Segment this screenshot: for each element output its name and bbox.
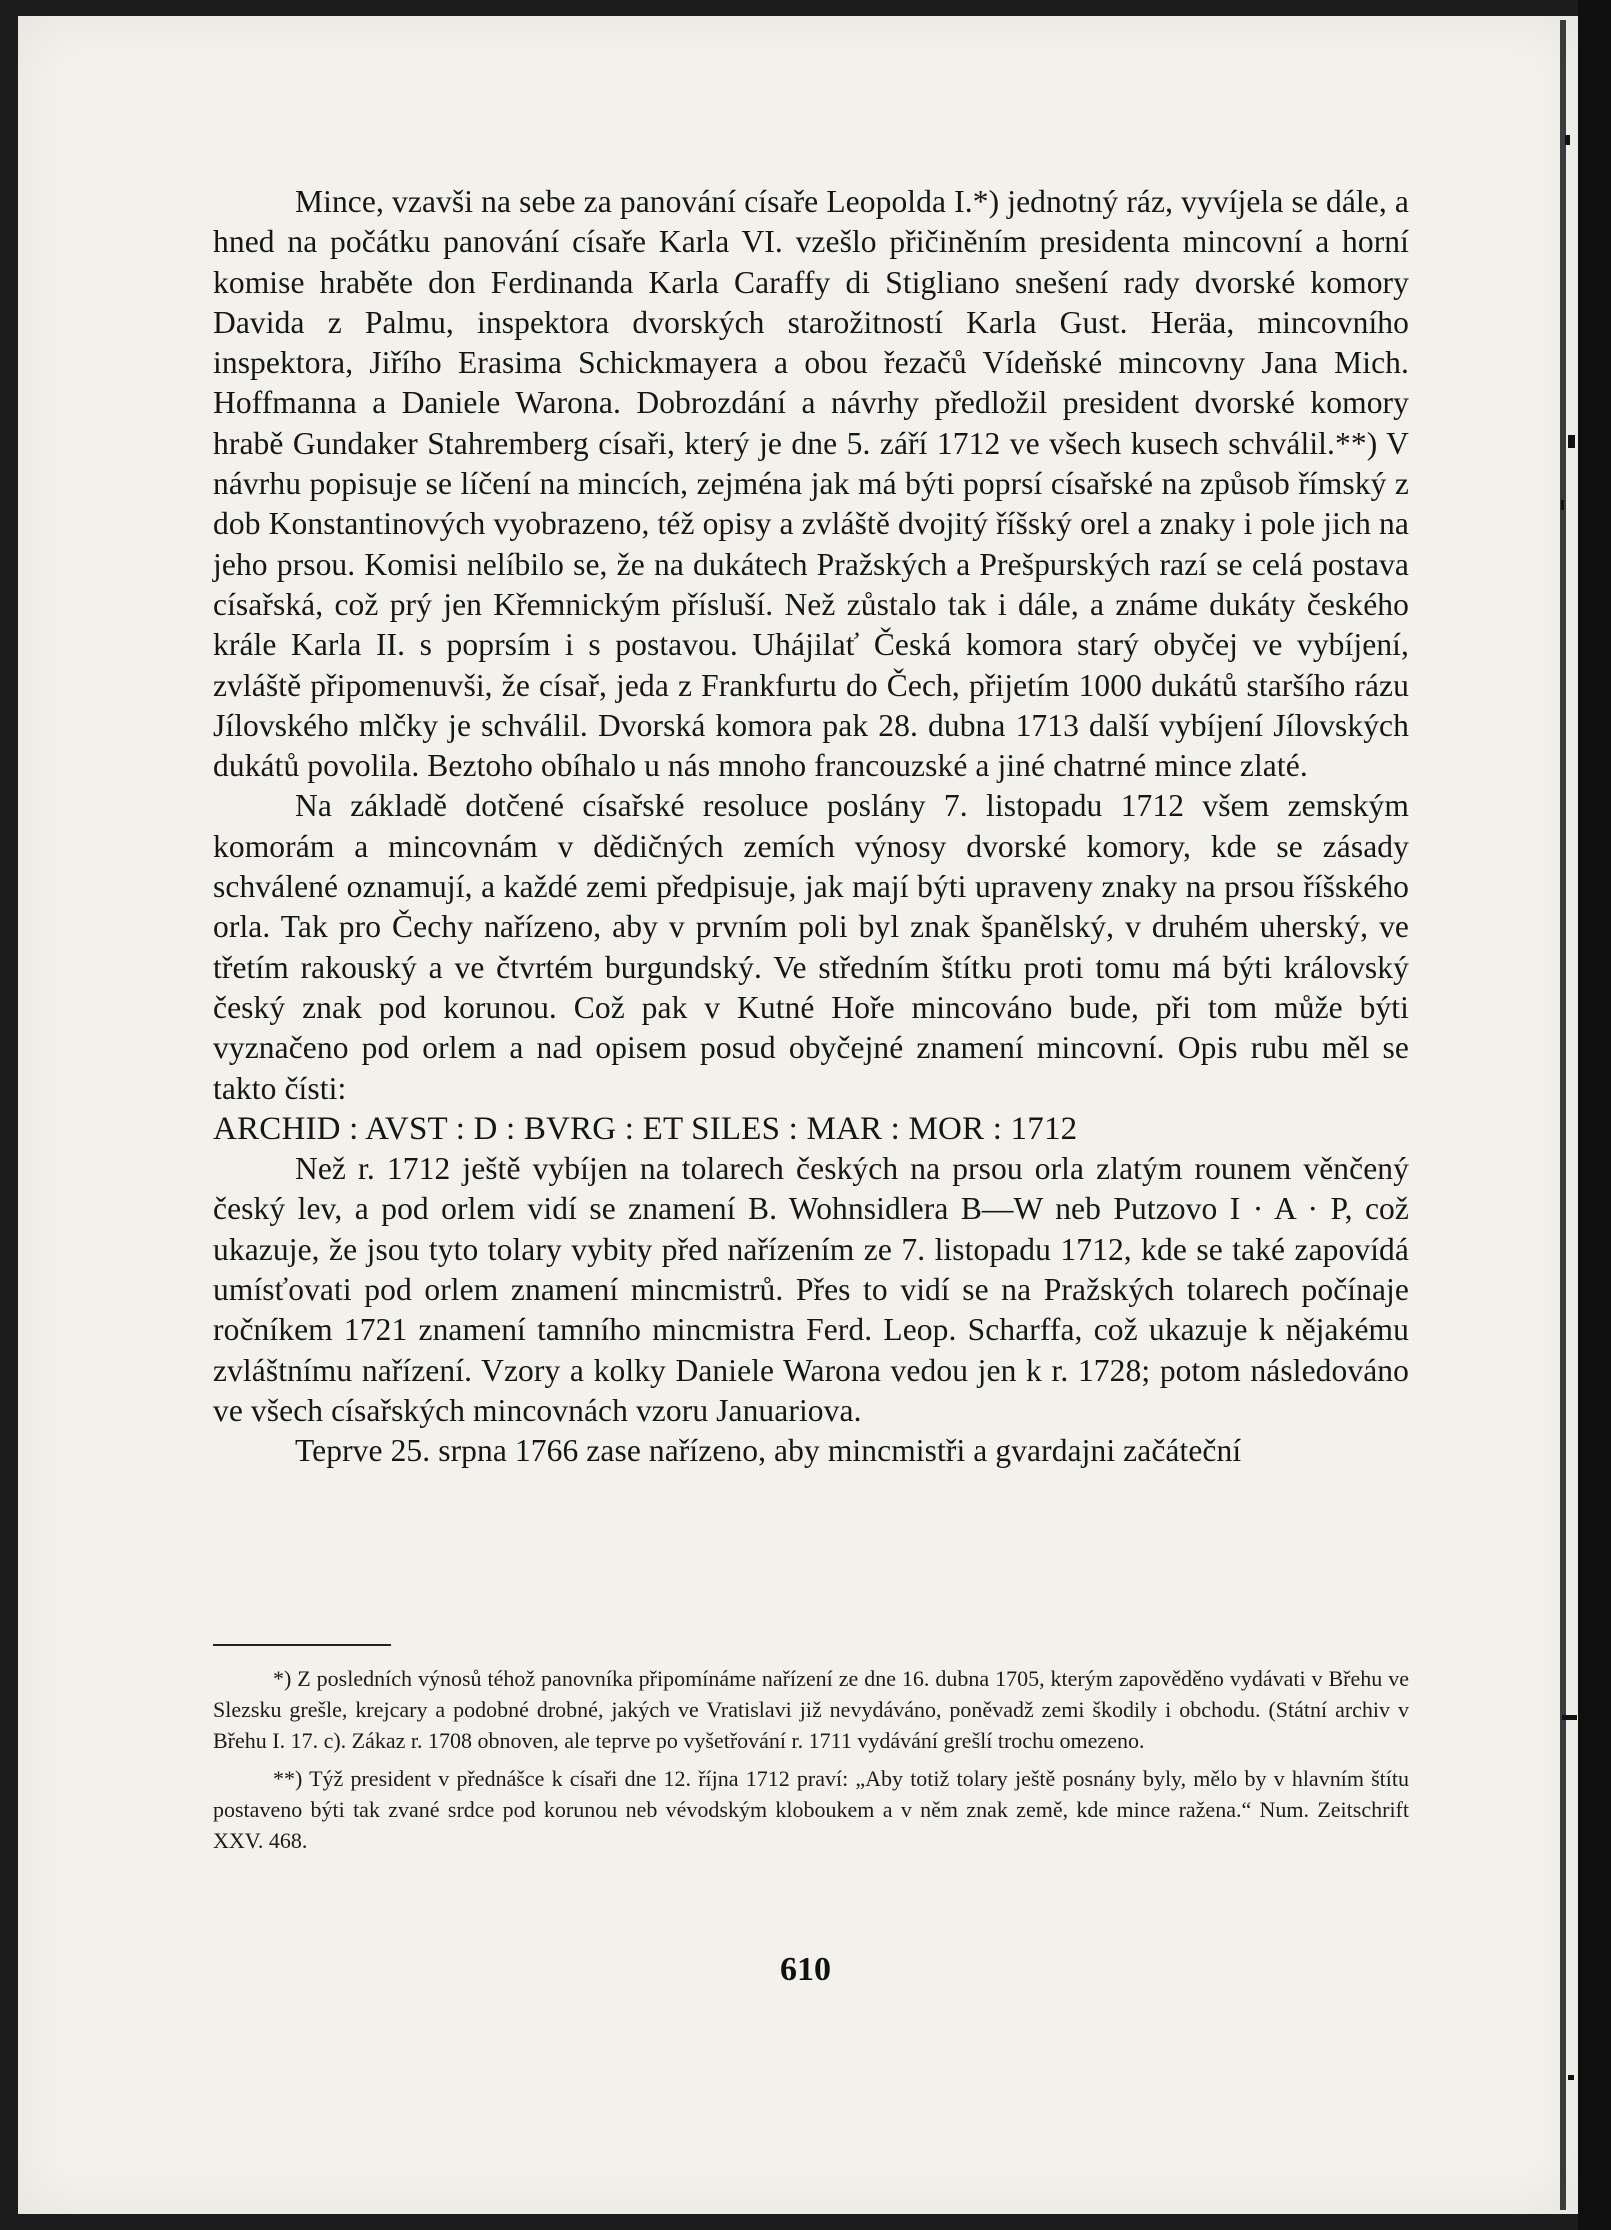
scan-speck [1568,435,1575,448]
page-number: 610 [780,1951,831,1988]
scan-speck [1561,500,1564,510]
scan-speck [1565,135,1570,145]
paragraph: Mince, vzavši na sebe za panování císaře Leopolda I.*) jednotný ráz, vyvíjela se dále, a hned na počátku panování císaře Karla VI. vzešlo přičiněním presidenta mincovní a horní komise hraběte don Ferdinanda Karla Caraffy di Stigliano snešení rady dvorské komory Davida z Palmu, inspektora dvorských starožitností Karla Gust. Heräa, mincovního inspektora, Jiřího Erasima Schickmayera a obou řezačů Vídeňské mincovny Jana Mich. Hoffmanna a Daniele Warona. Dobrozdání a návrhy předložil president dvorské komory hrabě Gundaker Stahremberg císaři, který je dne 5. září 1712 ve všech kusech schválil.**) V návrhu popisuje se líčení na mincích, zejména jak má býti poprsí císařské na způsob římský z dob Konstantinových vyobrazeno, též opisy a zvláště dvojitý říšský orel a znaky i pole jich na jeho prsou. Komisi nelíbilo se, že na dukátech Pražských a Prešpurských razí se celá postava císařská, což prý jen Křemnickým přísluší. Než zůstalo tak i dále, a známe dukáty českého krále Karla II. s poprsím i s postavou. Uhájilať Česká komora starý obyčej ve vybíjení, zvláště připomenuvši, že císař, jeda z Frankfurtu do Čech, přijetím 1000 dukátů staršího rázu Jílovského mlčky je schválil. Dvorská komora pak 28. dubna 1713 další vybíjení Jílovských dukátů povolila. Beztoho obíhalo u nás mnoho francouzské a jiné chatrné mince zlaté. [213,184,1409,784]
coin-legend-line [213,1109,1409,1149]
footnote-divider [213,1644,391,1646]
footnote: *) Z posledních výnosů téhož panovníka připomínáme nařízení ze dne 16. dubna 1705, kterým zapověděno vydávati v Břehu ve Slezsku grešle, krejcary a podobné drobné, jakých ve Vratislavi již nevydáváno, poněvadž zemi škodily i obchodu. (Státní archiv v Břehu I. 17. c). Zákaz r. 1708 obnoven, ale teprve po vyšetřování r. 1711 vydávání grešlí trochu omezeno. [213,1666,1409,1753]
page-edge-shadow [1560,20,1566,2210]
footnote: **) Týž president v přednášce k císaři dne 12. října 1712 praví: „Aby totiž tolary ještě posnány byly, mělo by v hlavním štítu postaveno býti tak zvané srdce pod korunou neb vévodským kloboukem a v něm znak země, kde mince ražena.“ Num. Zeitschrift XXV. 468. [213,1766,1409,1853]
scanner-edge [1578,0,1611,2230]
scan-speck [1562,1715,1577,1720]
paragraph: Než r. 1712 ještě vybíjen na tolarech českých na prsou orla zlatým rounem věnčený český lev, a pod orlem vidí se znamení B. Wohnsidlera B—W neb Putzovo I · A · P, což ukazuje, že jsou tyto tolary vybity před nařízením ze 7. listopadu 1712, kde se také zapovídá umísťovati pod orlem znamení mincmistrů. Přes to vidí se na Pražských tolarech počínaje ročníkem 1721 znamení tamního mincmistra Ferd. Leop. Scharffa, což ukazuje k nějakému zvláštnímu nařízení. Vzory a kolky Daniele Warona vedou jen k r. 1728; potom následováno ve všech císařských mincovnách vzoru Januariova. [213,1151,1409,1428]
paragraph: Na základě dotčené císařské resoluce poslány 7. listopadu 1712 všem zemským komorám a mincovnám v dědičných zemích výnosy dvorské komory, kde se zásady schválené oznamují, a každé zemi předpisuje, jak mají býti upraveny znaky na prsou říšského orla. Tak pro Čechy nařízeno, aby v prvním poli byl znak španělský, v druhém uherský, ve třetím rakouský a ve čtvrtém burgundský. Ve středním štítku proti tomu má býti královský český znak pod korunou. Což pak v Kutné Hoře mincováno bude, při tom může býti vyznačeno pod orlem a nad opisem posud obyčejné znamení mincovní. Opis rubu měl se takto čísti: [213,788,1409,1106]
scan-speck [1568,2075,1574,2080]
main-text [213,182,1409,1472]
paragraph: Teprve 25. srpna 1766 zase nařízeno, aby mincmistři a gvardajni začáteční [295,1433,1242,1469]
footnotes [213,1663,1409,1863]
coin-legend: ARCHID : AVST : D : BVRG : ET SILES : MAR : MOR : 1712 [213,1110,1078,1147]
